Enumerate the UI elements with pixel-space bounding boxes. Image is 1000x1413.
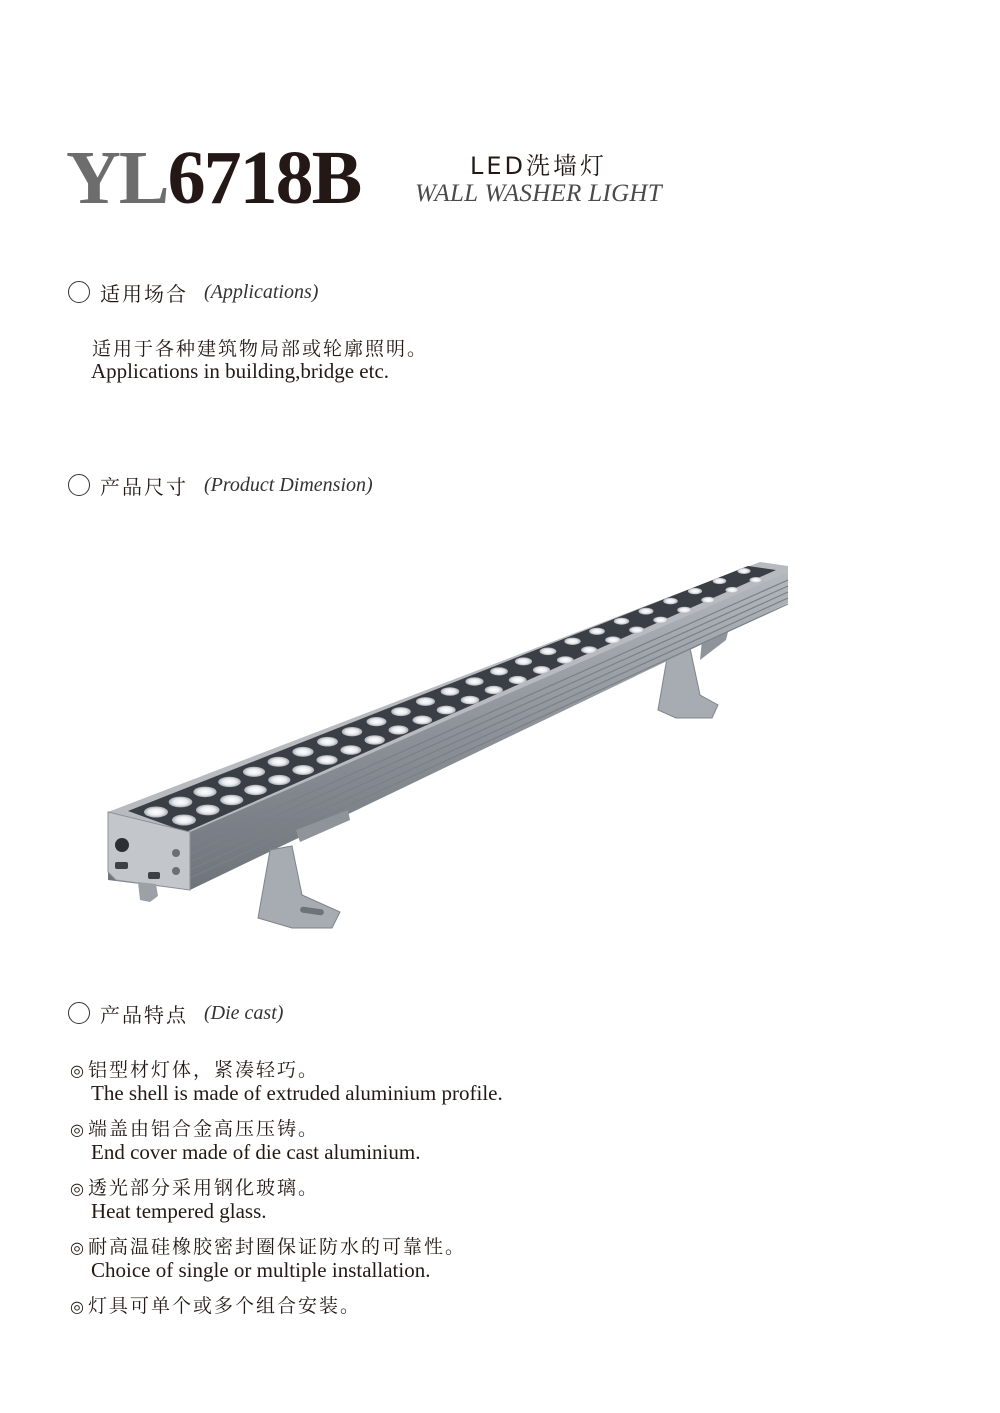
feature-item-cn: ◎ 耐高温硅橡胶密封圈保证防水的可靠性。 [70, 1236, 466, 1258]
product-image-wall-washer-icon [0, 540, 1000, 940]
product-type-cn: LED洗墙灯 [470, 152, 608, 180]
feature-item-en: Choice of single or multiple installation. [91, 1258, 431, 1282]
led-lens [688, 588, 702, 594]
led-lens [605, 636, 621, 643]
model-prefix: YL [66, 136, 168, 220]
led-lens [367, 717, 387, 726]
led-lens [540, 648, 557, 656]
model-digits: 6718B [167, 136, 361, 220]
double-circle-bullet-icon: ◎ [70, 1238, 86, 1257]
led-lens [713, 578, 727, 584]
led-lens [144, 807, 168, 818]
led-lens [220, 795, 243, 806]
circle-bullet-icon [68, 474, 90, 496]
model-number [66, 132, 360, 224]
led-lens [292, 747, 313, 757]
led-lens [663, 598, 678, 605]
double-circle-bullet-icon: ◎ [70, 1179, 86, 1198]
led-lens [389, 725, 409, 734]
led-lens [589, 628, 605, 635]
double-circle-bullet-icon: ◎ [70, 1120, 86, 1139]
led-lens [268, 757, 290, 767]
led-lens [172, 815, 196, 826]
led-lens [218, 777, 241, 787]
led-lens [533, 666, 550, 674]
section-title-cn: 产品尺寸 [100, 474, 188, 499]
led-lens [342, 727, 362, 736]
led-lens [465, 677, 483, 685]
section-title-en: (Die cast) [204, 1001, 284, 1024]
applications-text-cn: 适用于各种建筑物局部或轮廓照明。 [92, 338, 429, 360]
led-lens [677, 607, 692, 614]
led-lens [196, 805, 220, 816]
led-lens [437, 706, 456, 715]
led-lens [557, 656, 574, 664]
applications-text-en: Applications in building,bridge etc. [91, 359, 390, 383]
led-lens [441, 687, 460, 696]
section-title-en: (Applications) [204, 280, 319, 303]
led-lens [391, 707, 411, 716]
led-lens [243, 767, 265, 777]
led-lens [653, 617, 668, 624]
led-lens [629, 627, 644, 634]
feature-item-en: Heat tempered glass. [91, 1199, 267, 1223]
section-title-en: (Product Dimension) [204, 473, 373, 496]
led-lens [244, 785, 267, 795]
led-lens [614, 618, 629, 625]
led-lens [701, 597, 715, 603]
circle-bullet-icon [68, 1002, 90, 1024]
led-lens [564, 638, 580, 645]
product-type-en: WALL WASHER LIGHT [415, 180, 662, 207]
led-lens [316, 755, 337, 765]
feature-item-cn: ◎ 端盖由铝合金高压压铸。 [70, 1118, 319, 1140]
led-lens [485, 686, 503, 694]
feature-item-cn: ◎ 透光部分采用钢化玻璃。 [70, 1177, 319, 1199]
feature-item-en: End cover made of die cast aluminium. [91, 1140, 421, 1164]
led-lens [581, 646, 597, 653]
led-lens [749, 577, 762, 583]
led-lens [725, 587, 739, 593]
led-lens [340, 745, 361, 755]
led-lens [268, 775, 290, 785]
led-lens [737, 568, 750, 574]
feature-item-en: The shell is made of extruded aluminium profile. [91, 1081, 503, 1105]
section-title-cn: 产品特点 [100, 1002, 188, 1027]
led-lens [509, 676, 527, 684]
led-lens [515, 657, 532, 665]
section-dimension [68, 470, 373, 500]
led-lens [490, 667, 508, 675]
section-features [68, 998, 283, 1028]
led-lens [365, 735, 385, 744]
led-lens [413, 716, 433, 725]
section-title-cn: 适用场合 [100, 281, 188, 306]
section-applications [68, 277, 318, 307]
led-lens [461, 696, 480, 705]
double-circle-bullet-icon: ◎ [70, 1061, 86, 1080]
led-lens [317, 737, 338, 747]
circle-bullet-icon [68, 281, 90, 303]
double-circle-bullet-icon: ◎ [70, 1297, 86, 1316]
led-lens [169, 797, 193, 808]
feature-item-cn: ◎ 铝型材灯体，紧凑轻巧。 [70, 1059, 319, 1081]
led-lens [416, 697, 435, 706]
led-lens [639, 608, 654, 615]
feature-item-cn: ◎ 灯具可单个或多个组合安装。 [70, 1295, 361, 1317]
led-lens [193, 787, 216, 798]
led-lens [292, 765, 314, 775]
